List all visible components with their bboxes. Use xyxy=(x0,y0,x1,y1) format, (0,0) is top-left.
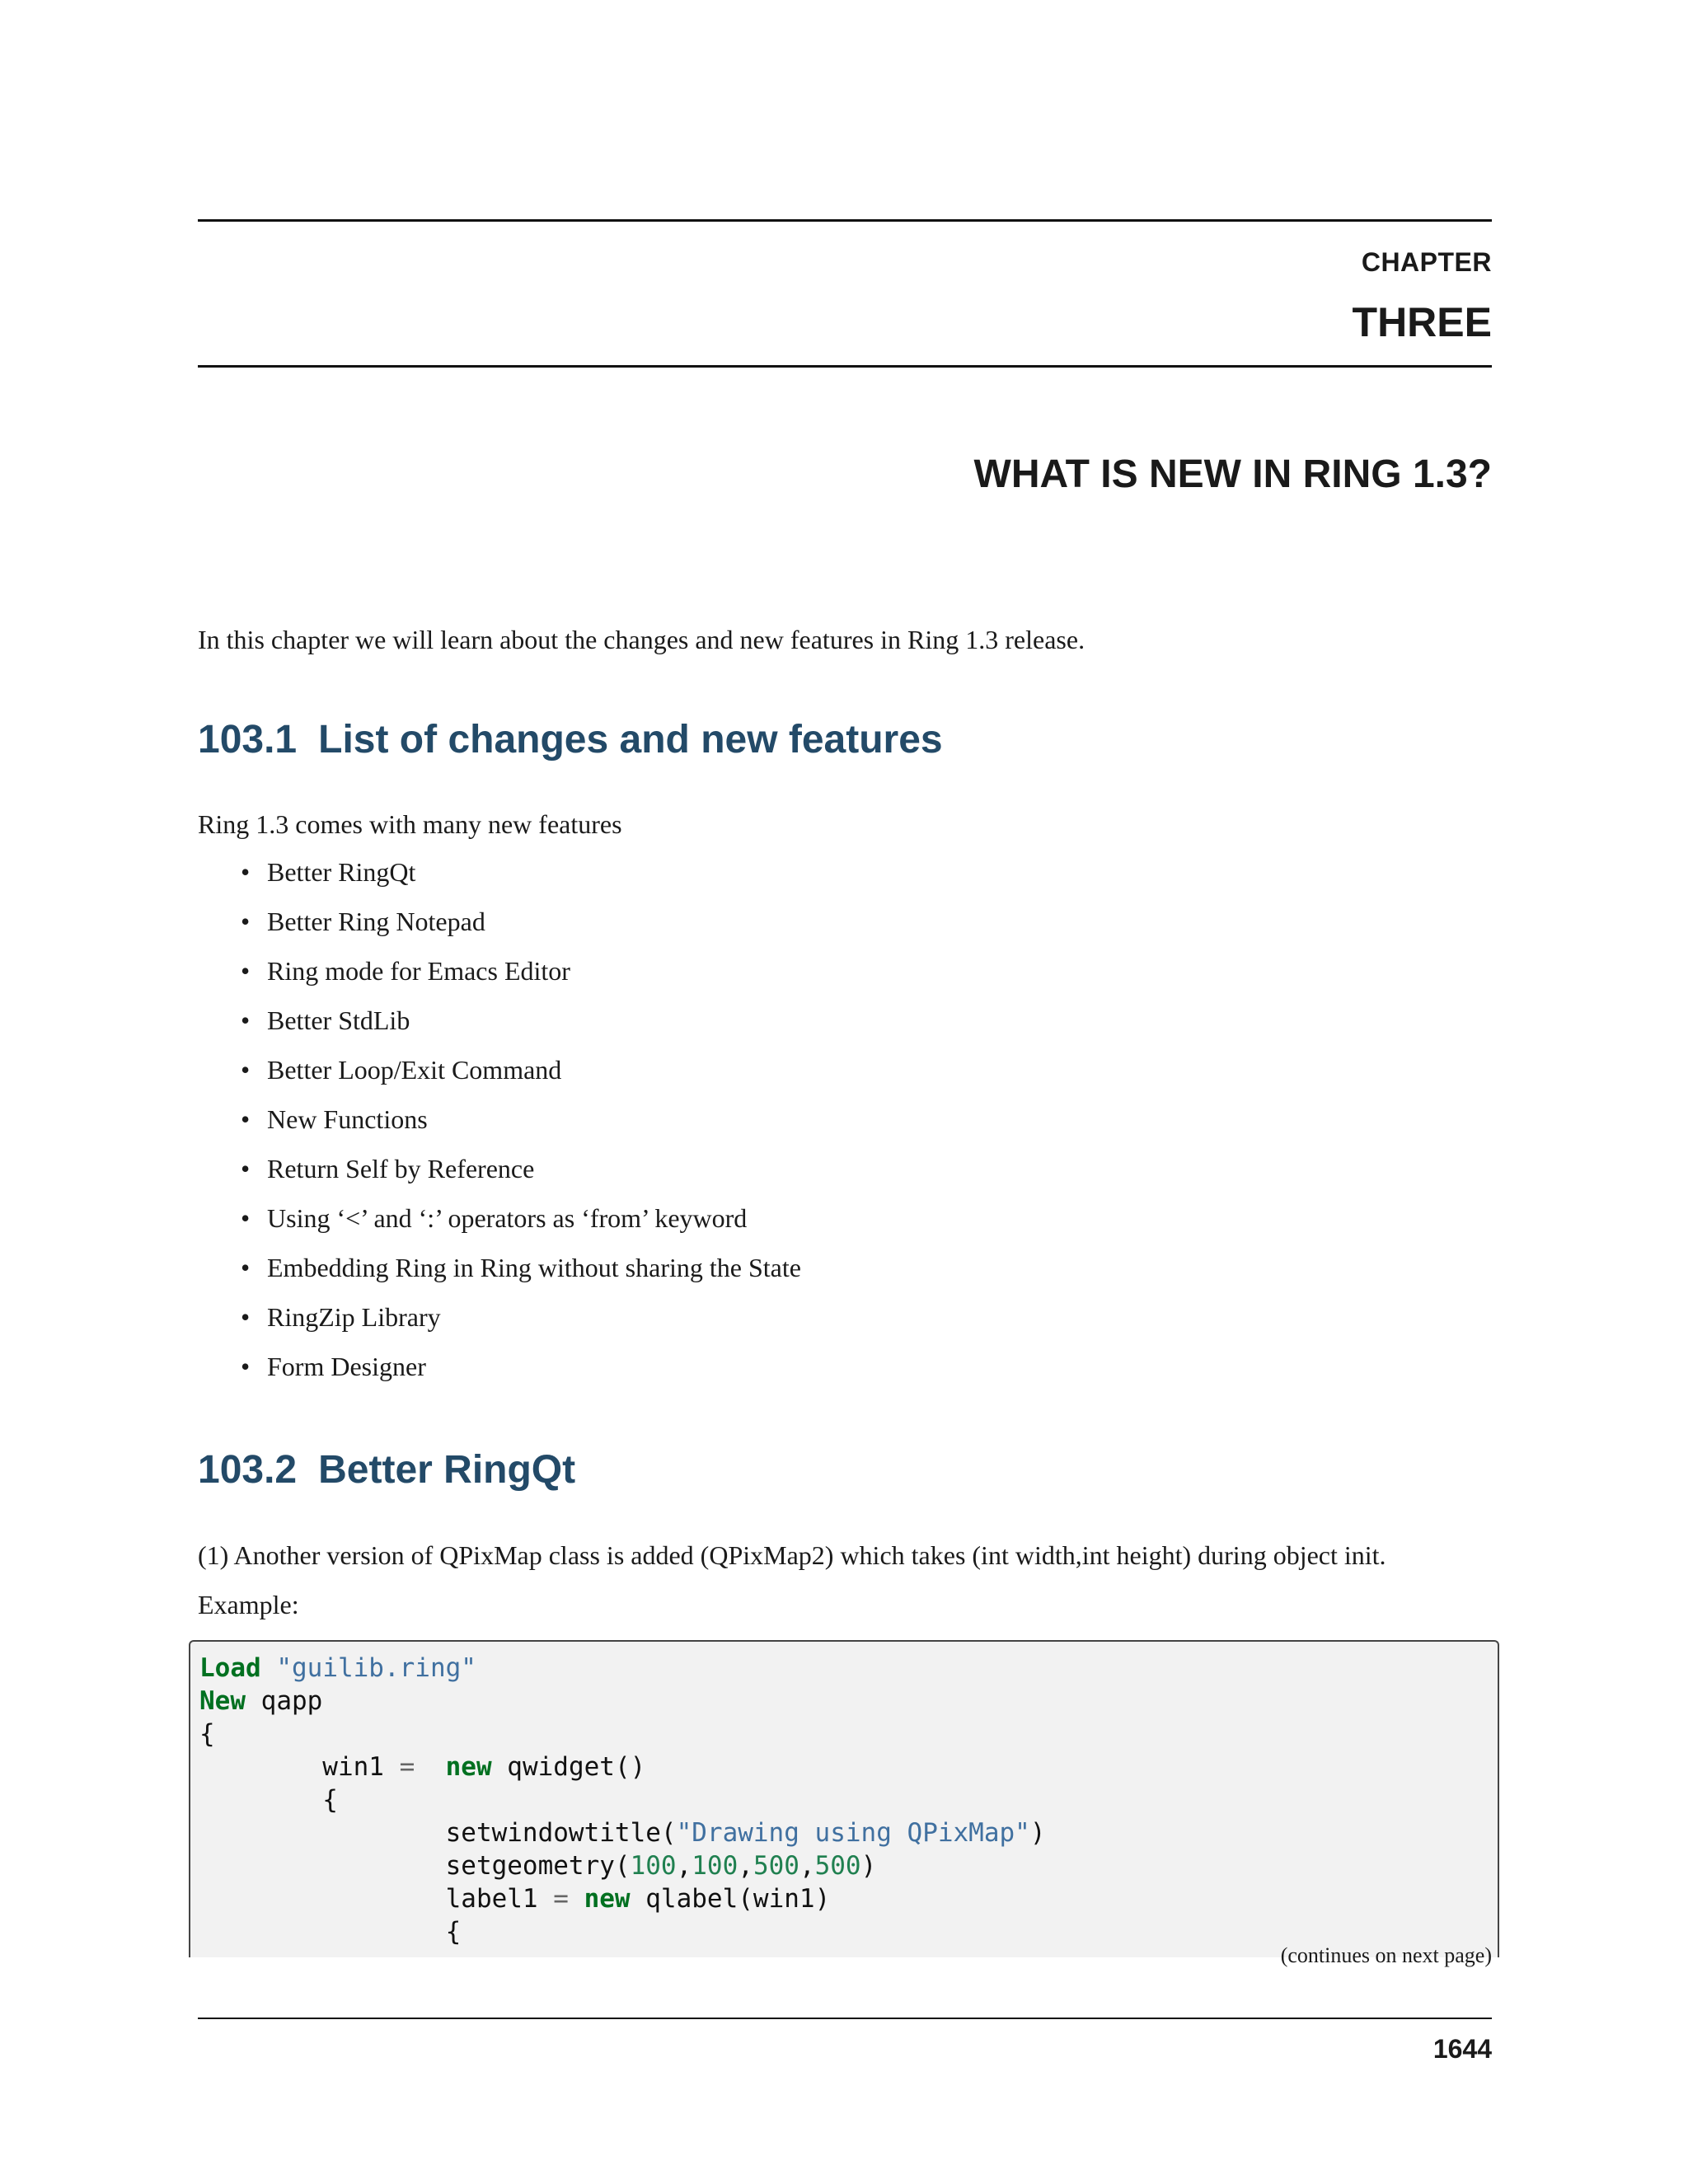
list-item-text: Better StdLib xyxy=(267,1005,410,1035)
bullet-icon: • xyxy=(241,1352,251,1381)
list-item xyxy=(198,1251,801,1301)
bullet-icon: • xyxy=(241,1055,251,1085)
feature-list xyxy=(198,855,801,1399)
list-item-text: Better Ring Notepad xyxy=(267,907,485,936)
list-item xyxy=(198,1301,801,1350)
bullet-icon: • xyxy=(241,1302,251,1332)
list-item-text: Ring mode for Emacs Editor xyxy=(267,956,570,986)
list-item xyxy=(198,1053,801,1103)
list-item xyxy=(198,1004,801,1053)
section-heading-103-2 xyxy=(198,1447,575,1493)
bullet-icon: • xyxy=(241,1253,251,1282)
example-label: Example: xyxy=(198,1590,299,1619)
footer-rule xyxy=(198,2018,1492,2019)
chapter-number: THREE xyxy=(1352,299,1492,345)
bullet-icon: • xyxy=(241,1104,251,1134)
chapter-label: CHAPTER xyxy=(1361,247,1492,277)
section-number: 103.2 xyxy=(198,1448,298,1492)
code-block xyxy=(189,1640,1499,1957)
bullet-icon: • xyxy=(241,956,251,986)
list-item-text: Return Self by Reference xyxy=(267,1154,535,1183)
list-item-text: Embedding Ring in Ring without sharing the State xyxy=(267,1253,801,1282)
list-item xyxy=(198,905,801,954)
list-item xyxy=(198,1103,801,1152)
list-item xyxy=(198,1202,801,1251)
features-lead: Ring 1.3 comes with many new features xyxy=(198,809,622,839)
list-item xyxy=(198,855,801,905)
list-item xyxy=(198,1152,801,1202)
continues-note: (continues on next page) xyxy=(1280,1943,1492,1967)
list-item-text: Using ‘<’ and ‘:’ operators as ‘from’ keyword xyxy=(267,1203,748,1233)
section-title: List of changes and new features xyxy=(318,718,943,762)
list-item xyxy=(198,1350,801,1399)
chapter-top-rule xyxy=(198,219,1492,222)
chapter-bottom-rule xyxy=(198,365,1492,368)
list-item-text: Form Designer xyxy=(267,1352,426,1381)
list-item-text: Better Loop/Exit Command xyxy=(267,1055,562,1085)
qpixmap-paragraph: (1) Another version of QPixMap class is added (QPixMap2) which takes (int width,int height) during object init. xyxy=(198,1540,1386,1570)
bullet-icon: • xyxy=(241,907,251,936)
bullet-icon: • xyxy=(241,1005,251,1035)
list-item xyxy=(198,954,801,1004)
bullet-icon: • xyxy=(241,1154,251,1183)
bullet-icon: • xyxy=(241,1203,251,1233)
page-number: 1644 xyxy=(1432,2034,1492,2064)
bullet-icon: • xyxy=(241,857,251,887)
section-number: 103.1 xyxy=(198,718,298,762)
list-item-text: RingZip Library xyxy=(267,1302,441,1332)
document-page xyxy=(198,0,1492,2184)
section-heading-103-1 xyxy=(198,717,943,762)
chapter-title: WHAT IS NEW IN RING 1.3? xyxy=(973,452,1492,496)
section-title: Better RingQt xyxy=(318,1448,576,1492)
list-item-text: Better RingQt xyxy=(267,857,416,887)
intro-paragraph: In this chapter we will learn about the changes and new features in Ring 1.3 release. xyxy=(198,625,1085,654)
list-item-text: New Functions xyxy=(267,1104,428,1134)
code-listing: Load "guilib.ring" New qapp { win1 = new qwidget() { setwindowtitle("Drawing using QPixMap") setgeometry(100,100,500,500) label1 = new qlabel(win1) { xyxy=(199,1653,1046,1947)
